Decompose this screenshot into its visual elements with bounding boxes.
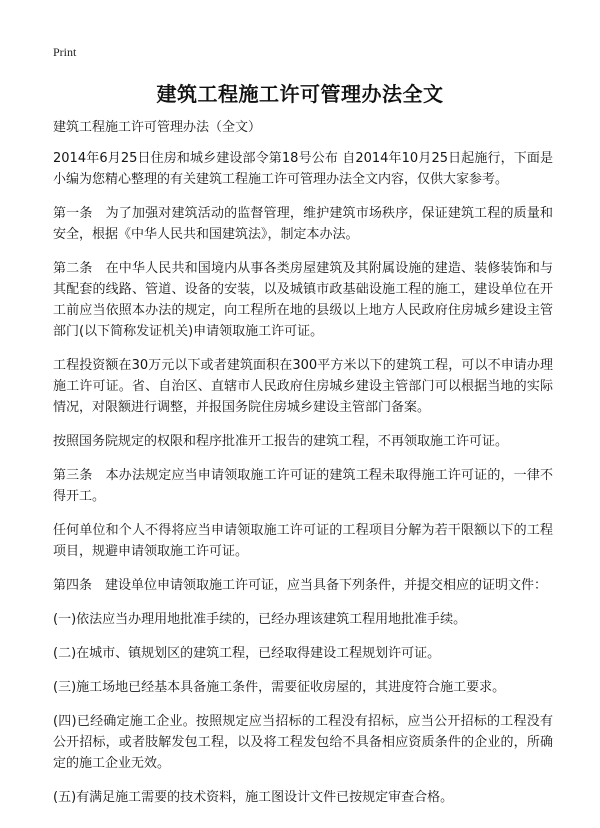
- print-link[interactable]: Print: [53, 45, 77, 59]
- investment-threshold-paragraph: 工程投资额在30万元以下或者建筑面积在300平方米以下的建筑工程，可以不申请办理施工许可证。省、自治区、直辖市人民政府住房城乡建设主管部门可以根据当地的实际情况，对限额进行调整，并报国务院住房城乡建设主管部门备案。: [53, 358, 553, 415]
- state-council-paragraph: 按照国务院规定的权限和程序批准开工报告的建筑工程，不再领取施工许可证。: [53, 434, 509, 449]
- condition-5-paragraph: (五)有满足施工需要的技术资料，施工图设计文件已按规定审查合格。: [53, 790, 454, 805]
- condition-2-paragraph: (二)在城市、镇规划区的建筑工程，已经取得建设工程规划许可证。: [53, 646, 441, 661]
- article-3-paragraph: 第三条 本办法规定应当申请领取施工许可证的建筑工程未取得施工许可证的，一律不得开工。: [53, 468, 553, 504]
- intro-paragraph: 2014年6月25日住房和城乡建设部令第18号公布 自2014年10月25日起施行，下面是小编为您精心整理的有关建筑工程施工许可管理办法全文内容，仅供大家参考。: [53, 151, 553, 187]
- condition-1-paragraph: (一)依法应当办理用地批准手续的，已经办理该建筑工程用地批准手续。: [53, 612, 467, 627]
- article-subtitle: 建筑工程施工许可管理办法（全文）: [53, 120, 262, 135]
- page-title: 建筑工程施工许可管理办法全文: [156, 82, 444, 106]
- article-1-paragraph: 第一条 为了加强对建筑活动的监督管理，维护建筑市场秩序，保证建筑工程的质量和安全，根据《中华人民共和国建筑法》，制定本办法。: [53, 206, 553, 242]
- article-2-paragraph: 第二条 在中华人民共和国境内从事各类房屋建筑及其附属设施的建造、装修装饰和与其配套的线路、管道、设备的安装，以及城镇市政基础设施工程的施工，建设单位在开工前应当依照本办法的规定，向工程所在地的县级以上地方人民政府住房城乡建设主管部门(以下简称发证机关)申请领取施工许可证。: [53, 261, 553, 339]
- article-body: [53, 117, 553, 821]
- condition-4-paragraph: (四)已经确定施工企业。按照规定应当招标的工程没有招标，应当公开招标的工程没有公开招标，或者肢解发包工程，以及将工程发包给不具备相应资质条件的企业的，所确定的施工企业无效。: [53, 714, 553, 771]
- condition-3-paragraph: (三)施工场地已经基本具备施工条件，需要征收房屋的，其进度符合施工要求。: [53, 680, 506, 695]
- article-4-paragraph: 第四条 建设单位申请领取施工许可证，应当具备下列条件，并提交相应的证明文件：: [53, 578, 548, 593]
- no-splitting-paragraph: 任何单位和个人不得将应当申请领取施工许可证的工程项目分解为若干限额以下的工程项目，规避申请领取施工许可证。: [53, 523, 553, 559]
